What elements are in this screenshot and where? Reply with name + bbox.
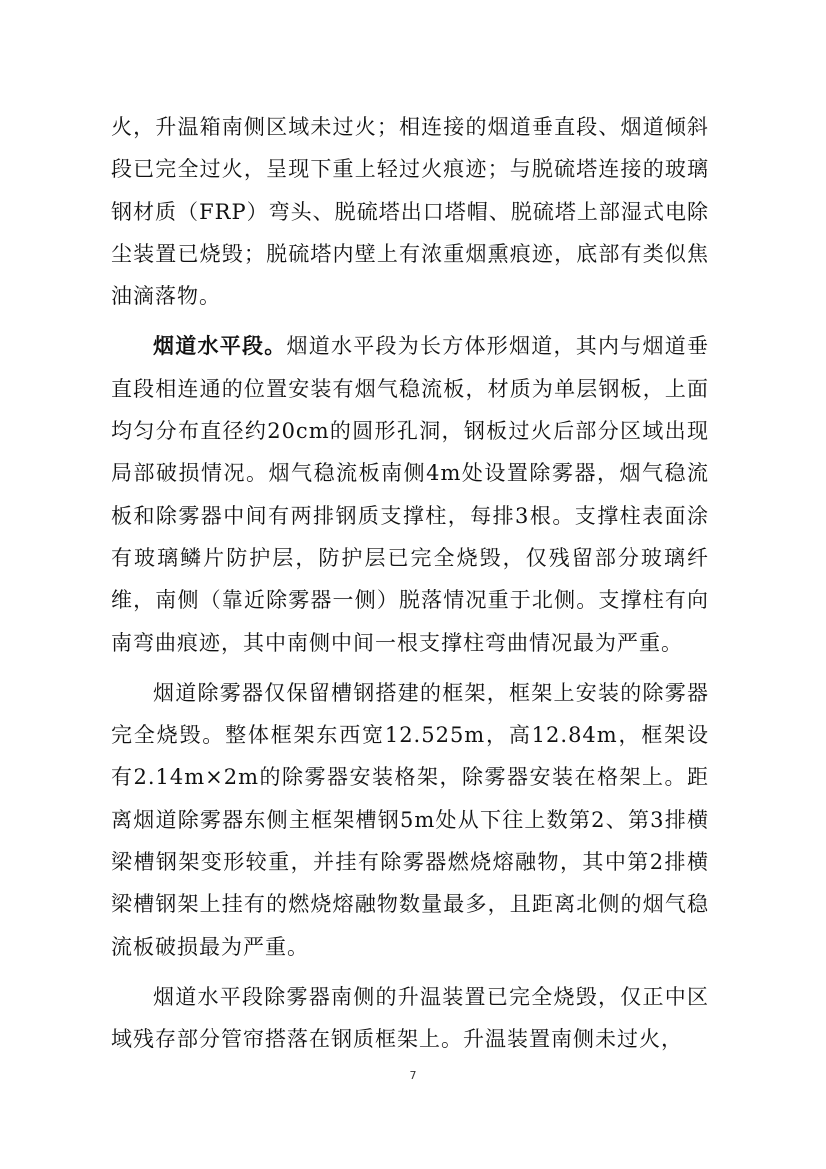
- paragraph-text: 烟道除雾器仅保留槽钢搭建的框架，框架上安装的除雾器完全烧毁。整体框架东西宽12.525m，高12.84m，框架设有2.14m×2m的除雾器安装格架，除雾器安装在格架上。距离烟道除雾器东侧主框架槽钢5m处从下往上数第2、第3排横梁槽钢架变形较重，并挂有除雾器燃烧熔融物，其中第2排横梁槽钢架上挂有的燃烧熔融物数量最多，且距离北侧的烟气稳流板破损最为严重。: [111, 680, 709, 959]
- paragraph-flue-horizontal: [111, 325, 709, 663]
- paragraph-heating-device: [111, 976, 709, 1061]
- page-number: 7: [409, 1069, 417, 1082]
- body-text: [111, 106, 709, 1069]
- paragraph-demister: [111, 672, 709, 968]
- paragraph-continuation: [111, 106, 709, 317]
- paragraph-text: 火，升温箱南侧区域未过火；相连接的烟道垂直段、烟道倾斜段已完全过火，呈现下重上轻过火痕迹；与脱硫塔连接的玻璃钢材质（FRP）弯头、脱硫塔出口塔帽、脱硫塔上部湿式电除尘装置已烧毁；脱硫塔内壁上有浓重烟熏痕迹，底部有类似焦油滴落物。: [111, 115, 709, 309]
- paragraph-heading: 烟道水平段。: [153, 333, 287, 359]
- paragraph-text: 烟道水平段除雾器南侧的升温装置已完全烧毁，仅正中区域残存部分管帘搭落在钢质框架上。升温装置南侧未过火，: [111, 984, 709, 1052]
- paragraph-text: 烟道水平段为长方体形烟道，其内与烟道垂直段相连通的位置安装有烟气稳流板，材质为单层钢板，上面均匀分布直径约20cm的圆形孔洞，钢板过火后部分区域出现局部破损情况。烟气稳流板南侧4m处设置除雾器，烟气稳流板和除雾器中间有两排钢质支撑柱，每排3根。支撑柱表面涂有玻璃鳞片防护层，防护层已完全烧毁，仅残留部分玻璃纤维，南侧（靠近除雾器一侧）脱落情况重于北侧。支撑柱有向南弯曲痕迹，其中南侧中间一根支撑柱弯曲情况最为严重。: [111, 334, 709, 655]
